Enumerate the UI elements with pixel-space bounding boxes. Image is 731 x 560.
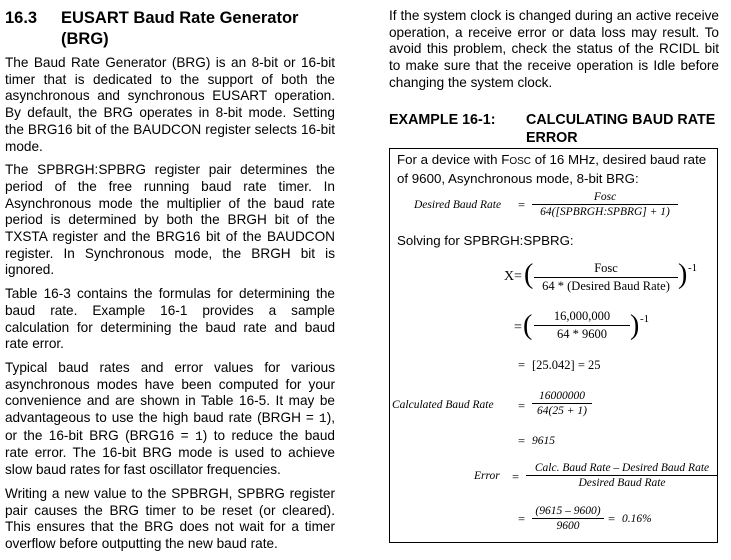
eq2-exponent: -1	[688, 262, 698, 274]
eq3-close-paren: )	[630, 310, 640, 341]
solving-text: Solving for SPBRGH:SPBRG:	[397, 233, 574, 248]
paragraph-4	[5, 360, 335, 479]
eq3-denominator: 64 * 9600	[557, 327, 607, 341]
eq8-fraction	[532, 505, 604, 532]
section-title: EUSART Baud Rate Generator (BRG)	[61, 9, 299, 48]
eq2-numerator: Fosc	[594, 261, 618, 275]
eq2-open-paren: (	[524, 259, 534, 290]
fraction-bar	[532, 518, 604, 519]
eq7-lhs: Error	[474, 470, 500, 482]
eq2-equals: =	[514, 269, 522, 284]
eq7-fraction	[526, 462, 718, 489]
fraction-bar	[526, 475, 718, 476]
eq5-fraction	[532, 390, 592, 417]
eq1-denominator: 64([SPBRGH:SPBRG] + 1)	[540, 206, 670, 218]
eq5-lhs: Calculated Baud Rate	[392, 399, 494, 411]
eq8-equals: =	[518, 512, 526, 526]
eq6-equals: =	[518, 434, 526, 448]
paragraph-3: Table 16-3 contains the formulas for determining the baud rate. Example 16-1 provides a sample calculation for determining the baud rate and baud rate error.	[5, 286, 335, 352]
example-box	[389, 148, 718, 543]
section-number: 16.3	[5, 9, 38, 27]
eq4-equals: =	[518, 358, 526, 372]
p4-text-c: ) to reduce the baud rate error. The 16-bit BRG mode is used to achieve slow baud rates for fast oscillator frequencies.	[5, 427, 335, 478]
eq4-text: [25.042] = 25	[532, 358, 601, 372]
eq5-numerator: 16000000	[539, 390, 585, 402]
eq3-open-paren: (	[523, 310, 533, 341]
p4-text-b: ), or the 16-bit BRG (BRG16 =	[5, 410, 335, 443]
paragraph-2: The SPBRGH:SPBRG register pair determines the period of the free running baud rate timer. In Asynchronous mode the multiplier of the baud rate period is determined by both the BRGH bit of the TXSTA register and the BRG16 bit of the BAUDCON register. In Synchronous mode, the BRGH bit is ignored.	[5, 162, 335, 278]
example-label: EXAMPLE 16-1:	[389, 112, 496, 128]
fosc-subscript: OSC	[509, 156, 531, 167]
p4-text-a: Typical baud rates and error values for various asynchronous modes have been computed for your convenience and are shown in Table 16-5. It may be advantageous to use the high baud rate (BRGH =	[5, 359, 335, 426]
brgh-value: 1	[318, 411, 327, 427]
eq2-lhs: X	[504, 269, 515, 284]
eq8-denominator: 9600	[556, 520, 580, 532]
eq3-exponent: -1	[640, 313, 650, 325]
paragraph-5: Writing a new value to the SPBRGH, SPBRG register pair causes the BRG timer to be reset (or cleared). This ensures that the BRG does not wait for a timer overflow before outputting the new baud rate.	[5, 485, 335, 551]
eq1-lhs: Desired Baud Rate	[414, 199, 502, 211]
eq1-fraction	[532, 191, 678, 218]
intro-text-a: For a device with F	[397, 152, 510, 167]
eq3-fraction	[534, 309, 630, 342]
eq8-result: 0.16%	[622, 513, 652, 525]
eq2-close-paren: )	[678, 259, 688, 290]
example-title: CALCULATING BAUD RATE ERROR	[526, 112, 716, 146]
eq2-denominator: 64 * (Desired Baud Rate)	[542, 279, 670, 293]
eq8-numerator: (9615 – 9600)	[535, 505, 601, 517]
eq8-equals-2: =	[608, 512, 616, 526]
intro-text-b: of 16 MHz, desired baud rate of 9600, Asynchronous mode, 8-bit BRG:	[397, 152, 707, 186]
eq6-value: 9615	[532, 435, 555, 447]
eq7-equals: =	[512, 470, 520, 484]
left-column	[5, 55, 335, 560]
paragraph-1: The Baud Rate Generator (BRG) is an 8-bit or 16-bit timer that is dedicated to the support of both the asynchronous and synchronous EUSART operation. By default, the BRG operates in 8-bit mode. Setting the BRG16 bit of the BAUDCON register selects 16-bit mode.	[5, 55, 335, 154]
eq1-equals: =	[518, 198, 526, 212]
eq7-numerator: Calc. Baud Rate – Desired Baud Rate	[534, 462, 710, 474]
eq5-equals: =	[518, 399, 526, 413]
fraction-bar	[534, 325, 630, 326]
eq3-numerator: 16,000,000	[553, 309, 611, 323]
fraction-bar	[532, 204, 678, 205]
eq2-fraction	[534, 261, 678, 294]
fraction-bar	[532, 403, 592, 404]
example-intro	[397, 152, 715, 187]
fraction-bar	[534, 277, 678, 278]
eq3-equals: =	[514, 320, 522, 335]
eq5-denominator: 64(25 + 1)	[537, 405, 587, 417]
brg16-value: 1	[194, 428, 203, 444]
right-paragraph: If the system clock is changed during an active receive operation, a receive error or data loss may result. To avoid this problem, check the status of the RCIDL bit to make sure that the receive operation is Idle before changing the system clock.	[389, 8, 719, 90]
eq1-numerator: Fosc	[593, 191, 617, 203]
eq7-denominator: Desired Baud Rate	[578, 477, 666, 489]
